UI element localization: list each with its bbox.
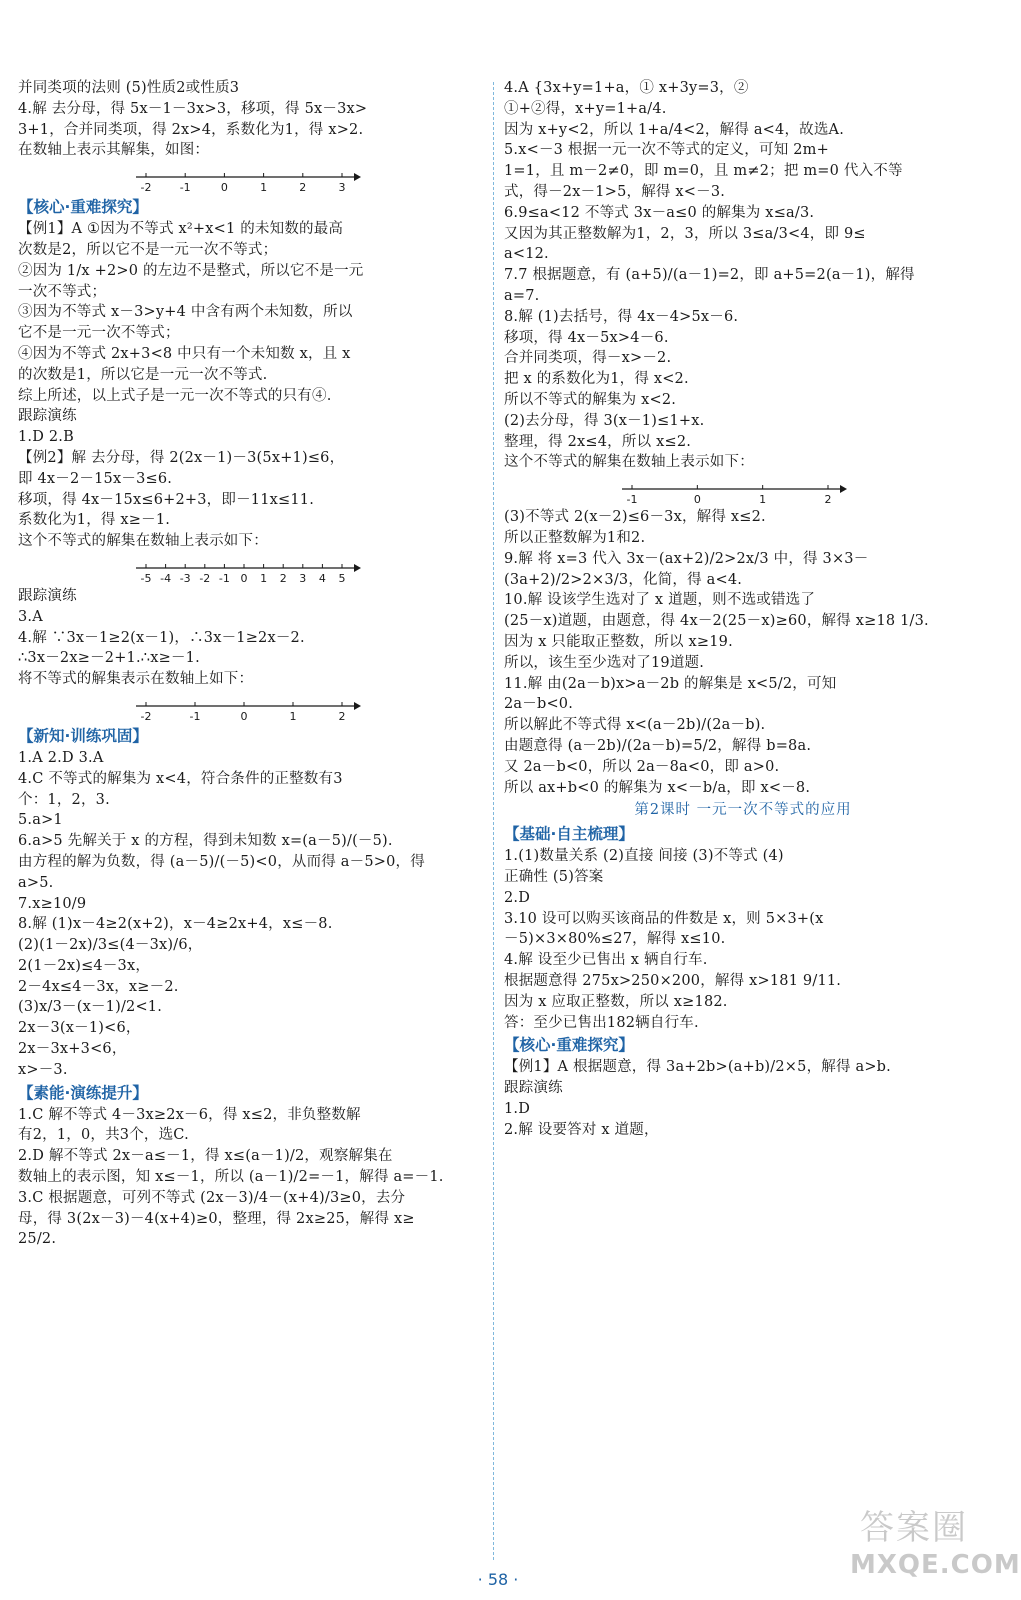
answer-line: 4.解 ∵3x－1≥2(x－1)，∴3x－1≥2x－2. bbox=[18, 629, 305, 646]
answer-line: 【例1】A ①因为不等式 x²+x<1 的未知数的最高 bbox=[18, 221, 344, 238]
answer-line: 将不等式的解集表示在数轴上如下： bbox=[18, 671, 254, 688]
answer-line: 10.解 设该学生选对了 x 道题，则不选或错选了 bbox=[504, 592, 816, 609]
answer-line: 母，得 3(2x－3)－4(x+4)≥0，整理，得 2x≥25，解得 x≥ bbox=[18, 1210, 415, 1227]
answer-line: 所以解此不等式得 x<(a－2b)/(2a－b). bbox=[504, 717, 766, 734]
answer-line: ③因为不等式 x－3>y+4 中含有两个未知数，所以 bbox=[18, 304, 353, 321]
answer-line: 所以 ax+b<0 的解集为 x<－b/a，即 x<－8. bbox=[504, 779, 811, 796]
page-number: · 58 · bbox=[477, 1570, 519, 1589]
number-line-label: 2 bbox=[338, 709, 346, 723]
answer-line: 的次数是1，所以它是一元一次不等式. bbox=[18, 366, 268, 383]
number-line-label: -1 bbox=[626, 493, 638, 507]
answer-line: 7.x≥10/9 bbox=[18, 895, 87, 912]
number-line-label: 0 bbox=[240, 571, 248, 585]
answer-line: a=7. bbox=[504, 287, 540, 304]
answer-line: 数轴上的表示图，知 x≤－1，所以 (a－1)/2=－1，解得 a=－1. bbox=[18, 1169, 444, 1186]
section-heading: 【素能·演练提升】 bbox=[18, 1083, 148, 1102]
answer-line: 由方程的解为负数，得 (a－5)/(－5)<0，从而得 a－5>0，得 bbox=[18, 853, 425, 870]
section-heading: 【基础·自主梳理】 bbox=[504, 825, 634, 844]
number-line-label: 0 bbox=[240, 709, 248, 723]
answer-line: 正确性 (5)答案 bbox=[504, 869, 604, 886]
answer-line: 【例1】A 根据题意，得 3a+2b>(a+b)/2×5，解得 a>b. bbox=[504, 1059, 891, 1076]
answer-line: 1.A 2.D 3.A bbox=[18, 749, 104, 766]
answer-line: 1=1，且 m－2≠0，即 m=0，且 m≠2；把 m=0 代入不等 bbox=[504, 163, 903, 180]
answer-line: 答：至少已售出182辆自行车. bbox=[504, 1014, 699, 1031]
answer-line: 根据题意得 275x>250×200，解得 x>181 9/11. bbox=[504, 973, 842, 990]
answer-line: (2)(1－2x)/3≤(4－3x)/6， bbox=[18, 937, 203, 954]
answer-line: 所以，该生至少选对了19道题. bbox=[504, 654, 705, 671]
answer-line: 系数化为1，得 x≥－1. bbox=[18, 512, 171, 529]
answer-line: (3)不等式 2(x－2)≤6－3x，解得 x≤2. bbox=[504, 509, 766, 526]
number-line-label: -2 bbox=[199, 571, 211, 585]
watermark-logo: 答案圈 bbox=[860, 1508, 968, 1548]
answer-line: 又 2a－b<0，所以 2a－8a<0，即 a>0. bbox=[504, 758, 780, 775]
answer-line: 综上所述，以上式子是一元一次不等式的只有④. bbox=[18, 387, 332, 404]
number-line-label: 2 bbox=[824, 493, 832, 507]
answer-line: 1.(1)数量关系 (2)直接 间接 (3)不等式 (4) bbox=[504, 848, 784, 865]
number-line-arrow bbox=[354, 173, 361, 181]
number-line-label: 4 bbox=[318, 571, 326, 585]
number-line-label: -4 bbox=[160, 571, 172, 585]
number-line-label: 2 bbox=[299, 181, 307, 195]
number-line-label: -1 bbox=[189, 709, 201, 723]
answer-line: 5.a>1 bbox=[18, 812, 63, 829]
answer-line: 25/2. bbox=[18, 1231, 57, 1248]
answer-line: 4.解 去分母，得 5x－1－3x>3，移项，得 5x－3x> bbox=[18, 100, 368, 117]
answer-line: 1.D 2.B bbox=[18, 429, 74, 446]
answer-line: (2)去分母，得 3(x－1)≤1+x. bbox=[504, 412, 705, 429]
number-line bbox=[132, 161, 362, 195]
answer-line: 所以不等式的解集为 x<2. bbox=[504, 391, 677, 408]
answer-line: 整理，得 2x≤4，所以 x≤2. bbox=[504, 433, 692, 450]
number-line-label: -2 bbox=[140, 181, 152, 195]
answer-line: 移项，得 4x－15x≤6+2+3，即－11x≤11. bbox=[18, 491, 315, 508]
number-line-label: 1 bbox=[289, 709, 297, 723]
number-line bbox=[618, 473, 848, 507]
number-line-label: -2 bbox=[140, 709, 152, 723]
answer-line: x>－3. bbox=[18, 1061, 68, 1078]
answer-line: 9.解 将 x=3 代入 3x－(ax+2)/2>2x/3 中，得 3×3－ bbox=[504, 550, 869, 567]
answer-line: 即 4x－2－15x－3≤6. bbox=[18, 470, 173, 487]
answer-line: 因为 x 只能取正整数，所以 x≥19. bbox=[504, 633, 733, 650]
answer-line: 所以正整数解为1和2. bbox=[504, 529, 646, 546]
number-line-label: 1 bbox=[759, 493, 767, 507]
watermark-url: MXQE.COM bbox=[850, 1550, 1021, 1580]
answer-line: 2.D bbox=[504, 889, 531, 906]
answer-line: a>5. bbox=[18, 874, 54, 891]
answer-line: (3)x/3－(x－1)/2<1. bbox=[18, 999, 163, 1016]
answer-line: 跟踪演练 bbox=[504, 1080, 563, 1097]
answer-line: 1.C 解不等式 4－3x≥2x－6，得 x≤2，非负整数解 bbox=[18, 1106, 361, 1123]
section-heading: 【核心·重难探究】 bbox=[504, 1036, 634, 1055]
answer-line: 合并同类项，得－x>－2. bbox=[504, 350, 672, 367]
answer-line: 跟踪演练 bbox=[18, 587, 77, 604]
answer-line: 5.x<－3 根据一元一次不等式的定义，可知 2m+ bbox=[504, 142, 829, 159]
number-line bbox=[132, 690, 362, 724]
answer-line: 因为 x+y<2，所以 1+a/4<2，解得 a<4，故选A. bbox=[504, 121, 845, 138]
number-line-label: 3 bbox=[338, 181, 346, 195]
right-column bbox=[504, 78, 982, 1141]
answer-line: 次数是2，所以它不是一元一次不等式； bbox=[18, 241, 278, 258]
answer-line: －5)×3×80%≤27，解得 x≤10. bbox=[504, 931, 726, 948]
answer-line: 3.C 根据题意，可列不等式 (2x－3)/4－(x+4)/3≥0，去分 bbox=[18, 1189, 406, 1206]
answer-line: 2.解 设要答对 x 道题， bbox=[504, 1121, 659, 1138]
answer-line: 6.9≤a<12 不等式 3x－a≤0 的解集为 x≤a/3. bbox=[504, 204, 815, 221]
answer-line: 因为 x 应取正整数，所以 x≥182. bbox=[504, 993, 728, 1010]
answer-line: 1.D bbox=[504, 1101, 531, 1118]
answer-line: 11.解 由(2a－b)x>a－2b 的解集是 x<5/2，可知 bbox=[504, 675, 837, 692]
answer-line: 7.7 根据题意，有 (a+5)/(a－1)=2，即 a+5=2(a－1)，解得 bbox=[504, 267, 915, 284]
number-line-label: 0 bbox=[220, 181, 228, 195]
section-heading: 【新知·训练巩固】 bbox=[18, 726, 148, 745]
answer-line: 2(1－2x)≤4－3x， bbox=[18, 957, 151, 974]
answer-line: 由题意得 (a－2b)/(2a－b)=5/2，解得 b=8a. bbox=[504, 737, 812, 754]
answer-line: ④因为不等式 2x+3<8 中只有一个未知数 x，且 x bbox=[18, 345, 351, 362]
number-line-label: 5 bbox=[338, 571, 346, 585]
number-line-label: -5 bbox=[140, 571, 152, 585]
number-line-label: 0 bbox=[693, 493, 701, 507]
left-column bbox=[18, 78, 488, 1250]
answer-line: (3a+2)/2>2×3/3，化简，得 a<4. bbox=[504, 571, 743, 588]
answer-line: 4.A {3x+y=1+a，① x+3y=3，② bbox=[504, 80, 749, 96]
lesson-title: 第2课时 一元一次不等式的应用 bbox=[634, 802, 852, 819]
number-line-label: -1 bbox=[179, 181, 191, 195]
answer-line: 6.a>5 先解关于 x 的方程，得到未知数 x=(a－5)/(－5). bbox=[18, 833, 393, 850]
section-heading: 【核心·重难探究】 bbox=[18, 198, 148, 217]
answer-line: 3.A bbox=[18, 608, 43, 625]
answer-line: ∴3x－2x≥－2+1.∴x≥－1. bbox=[18, 650, 200, 667]
answer-line: 跟踪演练 bbox=[18, 408, 77, 425]
answer-line: 它不是一元一次不等式； bbox=[18, 325, 180, 342]
answer-line: 8.解 (1)去括号，得 4x－4>5x－6. bbox=[504, 308, 739, 325]
number-line-arrow bbox=[354, 564, 361, 572]
number-line-label: 2 bbox=[279, 571, 287, 585]
answer-line: 【例2】解 去分母，得 2(2x－1)－3(5x+1)≤6， bbox=[18, 449, 345, 466]
answer-line: 又因为其正整数解为1，2，3，所以 3≤a/3<4，即 9≤ bbox=[504, 225, 866, 242]
answer-line: 8.解 (1)x－4≥2(x+2)，x－4≥2x+4，x≤－8. bbox=[18, 916, 333, 933]
answer-line: 一次不等式； bbox=[18, 283, 107, 300]
answer-line: 式，得－2x－1>5，解得 x<－3. bbox=[504, 183, 726, 200]
answer-line: (25－x)道题，由题意，得 4x－2(25－x)≥60，解得 x≥18 1/3. bbox=[504, 613, 929, 630]
watermark bbox=[842, 1500, 1021, 1596]
answer-line: 4.C 不等式的解集为 x<4，符合条件的正整数有3 bbox=[18, 770, 343, 787]
answer-line: 并同类项的法则 (5)性质2或性质3 bbox=[18, 80, 240, 96]
answer-line: 3.10 设可以购买该商品的件数是 x，则 5×3+(x bbox=[504, 910, 824, 927]
number-line-label: -1 bbox=[218, 571, 230, 585]
answer-line: ②因为 1/x +2>0 的左边不是整式，所以它不是一元 bbox=[18, 262, 364, 279]
answer-line: 有2，1，0，共3个，选C. bbox=[18, 1127, 189, 1144]
answer-line: 2－4x≤4－3x，x≥－2. bbox=[18, 978, 179, 995]
number-line-label: -3 bbox=[179, 571, 191, 585]
answer-line: 2x－3(x－1)<6， bbox=[18, 1020, 141, 1037]
number-line-label: 3 bbox=[299, 571, 307, 585]
answer-line: a<12. bbox=[504, 246, 549, 263]
answer-line: 这个不等式的解集在数轴上表示如下： bbox=[504, 454, 754, 471]
number-line-label: 1 bbox=[260, 181, 268, 195]
number-line-arrow bbox=[354, 702, 361, 710]
column-divider bbox=[493, 82, 494, 1560]
answer-line: 2.D 解不等式 2x－a≤－1，得 x≤(a－1)/2，观察解集在 bbox=[18, 1148, 393, 1165]
answer-line: 2a－b<0. bbox=[504, 696, 574, 713]
answer-line: 这个不等式的解集在数轴上表示如下： bbox=[18, 533, 268, 550]
answer-line: 移项，得 4x－5x>4－6. bbox=[504, 329, 669, 346]
answer-line: 在数轴上表示其解集，如图： bbox=[18, 142, 210, 159]
answer-line: 4.解 设至少已售出 x 辆自行车. bbox=[504, 952, 708, 969]
answer-line: 2x－3x+3<6， bbox=[18, 1041, 127, 1058]
answer-line: 把 x 的系数化为1，得 x<2. bbox=[504, 371, 689, 388]
answer-line: ①+②得，x+y=1+a/4. bbox=[504, 100, 667, 117]
answer-line: 3+1，合并同类项，得 2x>4，系数化为1，得 x>2. bbox=[18, 121, 364, 138]
number-line-arrow bbox=[840, 485, 847, 493]
number-line bbox=[132, 552, 362, 586]
answer-line: 个：1，2，3. bbox=[18, 791, 110, 808]
number-line-label: 1 bbox=[260, 571, 268, 585]
